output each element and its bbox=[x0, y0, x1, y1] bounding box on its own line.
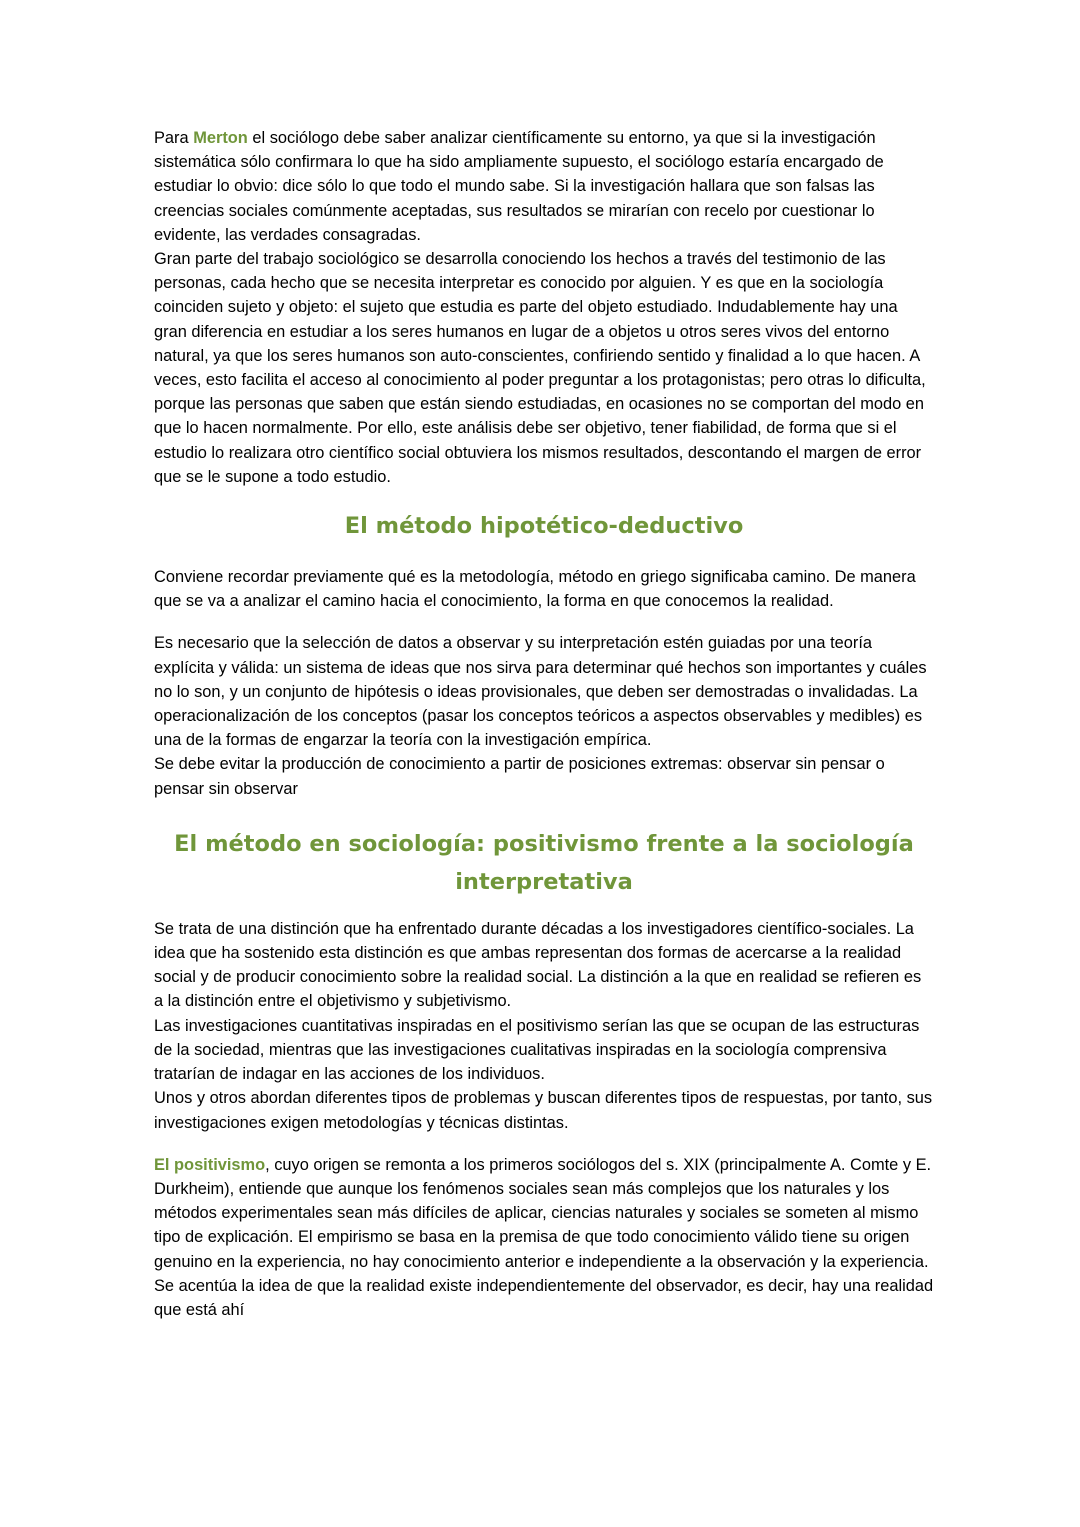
intro-prefix: Para bbox=[154, 129, 194, 147]
method-paragraph-extremes: Se debe evitar la producción de conocimiento a partir de posiciones extremas: observar sin pensar o pensar sin observar bbox=[154, 755, 885, 798]
positivism-highlight: El positivismo bbox=[154, 1155, 266, 1174]
heading-line-2: interpretativa bbox=[455, 868, 633, 895]
sociology-paragraph-distinction: Se trata de una distinción que ha enfrentado durante décadas a los investigadores científico-sociales. La idea que ha sostenido esta distinción es que ambas representan dos formas de acercarse a la realidad social y de producir conocimiento sobre la realidad social. La distinción a la que en realidad se refieren es a la distinción entre el objetivismo y subjetivismo. bbox=[154, 919, 922, 1011]
intro-paragraph-merton-text: el sociólogo debe saber analizar científicamente su entorno, ya que si la investigación sistemática sólo confirmara lo que ha sido ampliamente supuesto, el sociólogo estaría encargado de estudiar lo obvio: dice sólo lo que todo el mundo sabe. Si la investigación hallara que son falsas las creencias sociales comúnmente aceptadas, sus resultados se mirarían con recelo por cuestionar lo evidente, las verdades consagradas. bbox=[154, 129, 884, 244]
heading-line-1: El método en sociología: positivismo frente a la sociología bbox=[174, 830, 914, 857]
heading-hypothetico-deductive: El método hipotético-deductivo bbox=[344, 513, 744, 540]
sociology-paragraph-quantitative: Las investigaciones cuantitativas inspiradas en el positivismo serían las que se ocupan de las estructuras de la sociedad, mientras que las investigaciones cualitativas inspiradas en la sociología comprensiva tratarían de indagar en las acciones de los individuos. bbox=[154, 1016, 920, 1084]
sociology-paragraph-problems: Unos y otros abordan diferentes tipos de problemas y buscan diferentes tipos de respuestas, por tanto, sus investigaciones exigen metodologías y técnicas distintas. bbox=[154, 1089, 933, 1132]
document-page bbox=[154, 126, 934, 1322]
intro-paragraph-merton bbox=[154, 126, 934, 247]
positivism-paragraph-text: , cuyo origen se remonta a los primeros sociólogos del s. XIX (principalmente A. Comte y E. Durkheim), entiende que aunque los fenómenos sociales sean más complejos que los naturales y los métodos experimentales sean más difíciles de aplicar, ciencias naturales y sociales se someten al mismo tipo de explicación. El empirismo se basa en la premisa de que todo conocimiento válido tiene su origen genuino en la experiencia, no hay conocimiento anterior e independiente a la observación y la experiencia. Se acentúa la idea de que la realidad existe independientemente del observador, es decir, hay una realidad que está ahí bbox=[154, 1155, 934, 1319]
method-paragraph-definition: Conviene recordar previamente qué es la metodología, método en griego significaba camino. De manera que se va a analizar el camino hacia el conocimiento, la forma en que conocemos la realidad. bbox=[154, 568, 916, 611]
merton-highlight: Merton bbox=[193, 129, 248, 147]
positivism-paragraph bbox=[154, 1153, 934, 1322]
intro-paragraph-testimony: Gran parte del trabajo sociológico se desarrolla conociendo los hechos a través del testimonio de las personas, cada hecho que se necesita interpretar es conocido por alguien. Y es que en la sociología coinciden sujeto y objeto: el sujeto que estudia es parte del objeto estudiado. Indudablemente hay una gran diferencia en estudiar a los seres humanos en lugar de a objetos u otros seres vivos del entorno natural, ya que los seres humanos son auto-conscientes, confiriendo sentido y finalidad a lo que hacen. A veces, esto facilita el acceso al conocimiento al poder preguntar a los protagonistas; pero otras lo dificulta, porque las personas que saben que están siendo estudiadas, en ocasiones no se comportan del modo en que lo hacen normalmente. Por ello, este análisis debe ser objetivo, tener fiabilidad, de forma que si el estudio lo realizara otro científico social obtuviera los mismos resultados, descontando el margen de error que se le supone a todo estudio. bbox=[154, 250, 926, 486]
heading-positivism-vs-interpretive bbox=[154, 825, 934, 901]
method-paragraph-theory: Es necesario que la selección de datos a observar y su interpretación estén guiadas por una teoría explícita y válida: un sistema de ideas que nos sirva para determinar qué hechos son importantes y cuáles no lo son, y un conjunto de hipótesis o ideas provisionales, que deben ser demostradas o invalidadas. La operacionalización de los conceptos (pasar los conceptos teóricos a aspectos observables y medibles) es una de la formas de engarzar la teoría con la investigación empírica. bbox=[154, 634, 927, 750]
